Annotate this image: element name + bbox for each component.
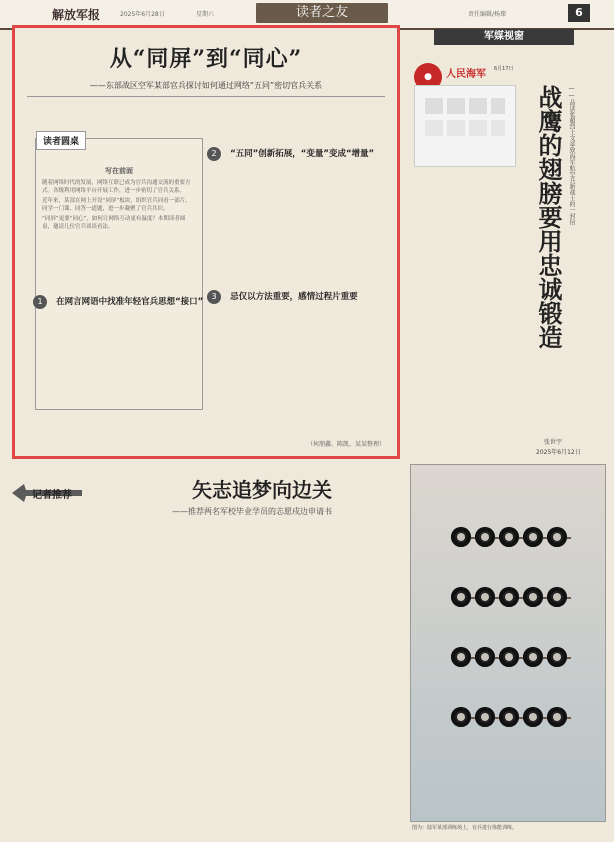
- tire: [451, 707, 471, 727]
- tire: [523, 527, 543, 547]
- right-date-signature: 2025年6月12日: [536, 449, 581, 456]
- editor-note-title: 写在前面: [105, 167, 133, 175]
- right-subtitle: ——品读张超烈士文章致海军航空兵新战士的一封信: [568, 85, 575, 225]
- tire: [547, 647, 567, 667]
- page-number: 6: [568, 4, 590, 22]
- right-image: [414, 85, 516, 167]
- right-date: 6月17日: [494, 66, 514, 72]
- tire: [475, 707, 495, 727]
- section-1-title: 在网言网语中找准年轻官兵思想“接口”: [56, 297, 204, 307]
- tire: [499, 647, 519, 667]
- right-logo-text: 人民海军: [446, 69, 486, 80]
- feature-title: 从“同屏”到“同心”: [109, 46, 303, 72]
- section-3-heading: [207, 284, 399, 304]
- kicker: 记者推荐: [32, 490, 72, 501]
- editor-note-p2: 近年来，某部在网上开设“同屏”板块，组织官兵同看一部片、同学一门课、同答一道题，进一步凝聚了官兵共识。: [42, 198, 191, 212]
- feature-article: [12, 25, 400, 459]
- section-2-text-b: [305, 162, 397, 274]
- tire: [451, 647, 471, 667]
- tire: [499, 707, 519, 727]
- tire: [475, 587, 495, 607]
- feature-byline: （何朋鑫、陈凯、某某整理）: [306, 441, 385, 448]
- section-3-text-b: [305, 304, 397, 444]
- issue-date: 2025年6月28日: [120, 11, 165, 18]
- tire: [451, 527, 471, 547]
- right-big-title: 战鹰的翅膀要用忠诚锻造: [534, 85, 563, 349]
- tire: [523, 647, 543, 667]
- section-1-text-b: [121, 310, 203, 460]
- feature-subtitle: ——东部战区空军某部官兵探讨如何通过网络“五同”密切官兵关系: [89, 81, 323, 90]
- editor-note-p3: “同屏”更要“同心”，如何让网络互动更有温度？本期读者圆桌，邀请几位官兵谈谈看法。: [42, 216, 186, 230]
- round-table-label: 读者圆桌: [36, 131, 86, 150]
- tire: [475, 647, 495, 667]
- tire: [523, 587, 543, 607]
- training-photo: [410, 464, 606, 822]
- section-2-heading: [207, 141, 399, 161]
- section-1-text-a: [35, 310, 115, 460]
- section-3-number: 3: [207, 290, 221, 304]
- tire: [523, 707, 543, 727]
- bottom-title: 矢志追梦向边关: [192, 478, 332, 502]
- section-2-text-a: [207, 162, 299, 274]
- feature-divider: [27, 96, 385, 97]
- section-2-title: “五同”创新拓展，“变量”变成“增量”: [230, 149, 375, 159]
- tire: [499, 527, 519, 547]
- logo-icon: ●: [414, 63, 442, 91]
- right-header: 军媒视窗: [434, 29, 574, 45]
- editor-note-p1: 随着网络时代的发展，网络互联已成为官兵沟通交流的重要方式。各级利用网络平台开展工作，进一步密切了官兵关系。: [42, 180, 191, 194]
- issue-weekday: 星期六: [196, 11, 215, 18]
- tire: [547, 587, 567, 607]
- editors: 责任编辑/杨璨: [468, 11, 507, 18]
- tire: [475, 527, 495, 547]
- tire: [499, 587, 519, 607]
- right-column: [404, 25, 614, 459]
- tire: [451, 587, 471, 607]
- bottom-subtitle: ——推荐两名军校毕业学员的志愿戍边申请书: [172, 507, 332, 516]
- section-1-heading: [33, 289, 207, 309]
- section-title: 读者之友: [256, 3, 388, 23]
- tire: [547, 527, 567, 547]
- section-2-number: 2: [207, 147, 221, 161]
- section-1-number: 1: [33, 295, 47, 309]
- photo-caption: 图为：陆军某部训练场上，官兵进行体能训练。: [412, 825, 518, 831]
- editor-note: [42, 167, 196, 233]
- section-3-title: 忌仅以方法重要，感情过程片重要: [230, 292, 358, 302]
- document-illustration-icon: [415, 86, 515, 166]
- section-3-text-a: [207, 304, 299, 444]
- right-signature: 张世宇: [544, 439, 563, 446]
- paper-name: 解放军报: [52, 8, 101, 22]
- tire: [547, 707, 567, 727]
